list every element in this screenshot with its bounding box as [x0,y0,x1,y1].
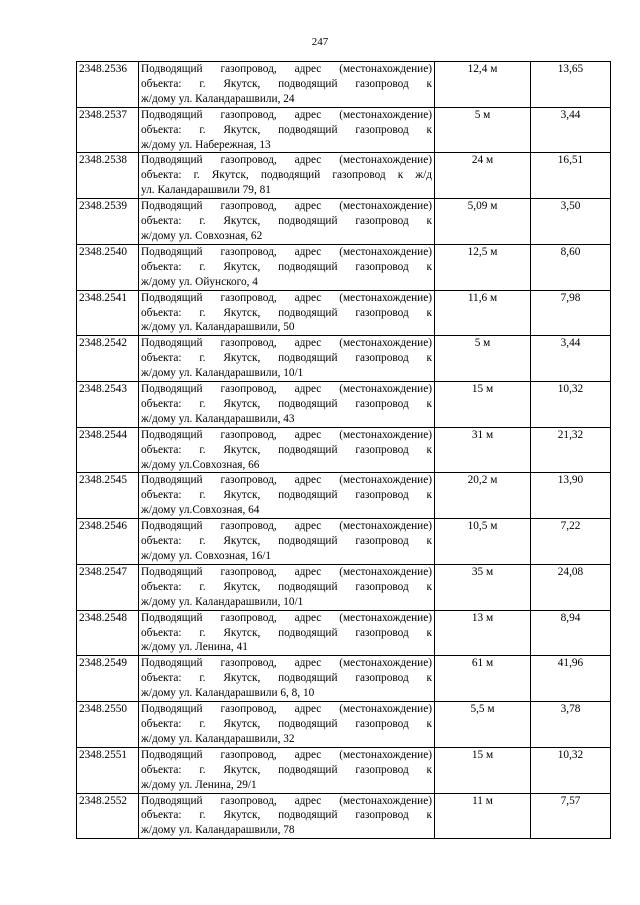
table-row [77,199,611,245]
page-number: 247 [311,36,329,48]
object-code: 2348.2548 [77,610,139,656]
description-line: ж/дому ул. Каландарашвили, 10/1 [141,595,304,608]
object-description [139,702,435,748]
object-code: 2348.2536 [77,62,139,108]
object-length: 35 м [435,564,531,610]
description-line: ж/дому ул. Каландарашвили 6, 8, 10 [141,687,315,700]
table-row [77,747,611,793]
description-line: ж/дому ул. Совхозная, 16/1 [141,550,272,562]
description-line: ж/дому ул. Каландарашвили, 43 [141,412,295,425]
description-line: Подводящий газопровод, адрес (местонахождение) [141,748,432,761]
object-value: 3,78 [531,702,611,748]
object-length: 24 м [435,153,531,199]
description-line: ж/дому ул. Ленина, 41 [141,641,248,654]
table-row [77,656,611,702]
description-line: Подводящий газопровод, адрес (местонахождение) [141,703,432,716]
object-length: 12,5 м [435,244,531,290]
description-line: объекта: г. Якутск, подводящий газопровод к [141,672,432,685]
object-description [139,107,435,153]
description-line: объекта: г. Якутск, подводящий газопровод к [141,123,432,136]
object-length: 11,6 м [435,290,531,336]
description-line: объекта: г. Якутск, подводящий газопровод к [141,626,432,639]
object-code: 2348.2549 [77,656,139,702]
object-length: 5 м [435,336,531,382]
table-row [77,519,611,565]
description-line: Подводящий газопровод, адрес (местонахождение) [141,291,432,304]
object-description [139,153,435,199]
table-row [77,107,611,153]
object-description [139,244,435,290]
object-description [139,62,435,108]
object-length: 5,09 м [435,199,531,245]
description-line: ж/дому ул. Каландарашвили, 78 [141,824,295,837]
object-description [139,427,435,473]
object-value: 3,44 [531,107,611,153]
description-line: ж/дому ул. Ленина, 29/1 [141,778,257,791]
object-length: 61 м [435,656,531,702]
description-line: Подводящий газопровод, адрес (местонахождение) [141,337,432,350]
table-row [77,473,611,519]
description-line: объекта: г. Якутск, подводящий газопровод к [141,763,432,776]
table-row [77,610,611,656]
table-row [77,336,611,382]
table-row [77,702,611,748]
description-line: объекта: г. Якутск, подводящий газопровод к [141,215,432,228]
description-line: объекта: г. Якутск, подводящий газопровод к ж/д [141,169,432,182]
description-line: Подводящий газопровод, адрес (местонахождение) [141,200,432,213]
table-row [77,564,611,610]
object-value: 3,44 [531,336,611,382]
object-code: 2348.2544 [77,427,139,473]
object-value: 7,22 [531,519,611,565]
object-code: 2348.2545 [77,473,139,519]
object-description [139,382,435,428]
object-description [139,747,435,793]
object-length: 20,2 м [435,473,531,519]
description-line: Подводящий газопровод, адрес (местонахождение) [141,108,432,121]
object-length: 12,4 м [435,62,531,108]
object-length: 31 м [435,427,531,473]
object-value: 8,94 [531,610,611,656]
object-description [139,793,435,839]
table-row [77,244,611,290]
object-code: 2348.2539 [77,199,139,245]
description-line: объекта: г. Якутск, подводящий газопровод к [141,260,432,273]
object-code: 2348.2551 [77,747,139,793]
object-value: 8,60 [531,244,611,290]
description-line: Подводящий газопровод, адрес (местонахождение) [141,245,432,258]
description-line: объекта: г. Якутск, подводящий газопровод к [141,397,432,410]
description-line: ж/дому ул. Совхозная, 62 [141,229,263,242]
object-description [139,290,435,336]
object-value: 3,50 [531,199,611,245]
object-code: 2348.2546 [77,519,139,565]
description-line: Подводящий газопровод, адрес (местонахождение) [141,657,432,670]
object-description [139,336,435,382]
description-line: Подводящий газопровод, адрес (местонахождение) [141,63,432,75]
object-code: 2348.2537 [77,107,139,153]
table-row [77,382,611,428]
object-value: 10,32 [531,747,611,793]
description-line: ж/дому ул.Совхозная, 64 [141,504,260,517]
object-description [139,610,435,656]
description-line: объекта: г. Якутск, подводящий газопровод к [141,717,432,730]
description-line: объекта: г. Якутск, подводящий газопровод к [141,443,432,456]
object-length: 5,5 м [435,702,531,748]
description-line: Подводящий газопровод, адрес (местонахождение) [141,383,432,396]
object-length: 5 м [435,107,531,153]
description-line: объекта: г. Якутск, подводящий газопровод к [141,580,432,593]
object-length: 10,5 м [435,519,531,565]
object-code: 2348.2550 [77,702,139,748]
object-code: 2348.2543 [77,382,139,428]
object-value: 7,98 [531,290,611,336]
object-code: 2348.2552 [77,793,139,839]
object-length: 15 м [435,382,531,428]
object-description [139,519,435,565]
object-code: 2348.2538 [77,153,139,199]
description-line: Подводящий газопровод, адрес (местонахождение) [141,428,432,441]
description-line: Подводящий газопровод, адрес (местонахождение) [141,611,432,624]
object-description [139,564,435,610]
table-row [77,290,611,336]
object-code: 2348.2542 [77,336,139,382]
registry-table [76,61,611,839]
object-code: 2348.2547 [77,564,139,610]
table-row [77,427,611,473]
description-line: объекта: г. Якутск, подводящий газопровод к [141,306,432,319]
object-value: 13,90 [531,473,611,519]
object-value: 24,08 [531,564,611,610]
description-line: Подводящий газопровод, адрес (местонахождение) [141,794,432,807]
table-row [77,153,611,199]
description-line: объекта: г. Якутск, подводящий газопровод к [141,77,432,90]
description-line: объекта: г. Якутск, подводящий газопровод к [141,352,432,365]
object-code: 2348.2540 [77,244,139,290]
registry-table-body [77,62,611,839]
object-length: 15 м [435,747,531,793]
object-code: 2348.2541 [77,290,139,336]
object-description [139,473,435,519]
description-line: ж/дому ул. Каландарашвили, 10/1 [141,367,304,380]
object-length: 11 м [435,793,531,839]
object-value: 7,57 [531,793,611,839]
object-value: 10,32 [531,382,611,428]
description-line: ж/дому ул.Совхозная, 66 [141,458,260,471]
description-line: ул. Каландарашвили 79, 81 [141,184,271,197]
object-description [139,656,435,702]
description-line: Подводящий газопровод, адрес (местонахождение) [141,565,432,578]
description-line: ж/дому ул. Набережная, 13 [141,138,271,151]
description-line: Подводящий газопровод, адрес (местонахождение) [141,154,432,167]
description-line: ж/дому ул. Каландарашвили, 24 [141,92,295,105]
description-line: Подводящий газопровод, адрес (местонахождение) [141,474,432,487]
object-length: 13 м [435,610,531,656]
table-row [77,62,611,108]
description-line: Подводящий газопровод, адрес (местонахождение) [141,520,432,533]
description-line: объекта: г. Якутск, подводящий газопровод к [141,809,432,822]
table-row [77,793,611,839]
description-line: ж/дому ул. Каландарашвили, 32 [141,732,295,745]
description-line: ж/дому ул. Ойунского, 4 [141,275,258,288]
object-description [139,199,435,245]
object-value: 21,32 [531,427,611,473]
description-line: ж/дому ул. Каландарашвили, 50 [141,321,295,334]
description-line: объекта: г. Якутск, подводящий газопровод к [141,535,432,548]
description-line: объекта: г. Якутск, подводящий газопровод к [141,489,432,502]
object-value: 41,96 [531,656,611,702]
object-value: 13,65 [531,62,611,108]
object-value: 16,51 [531,153,611,199]
